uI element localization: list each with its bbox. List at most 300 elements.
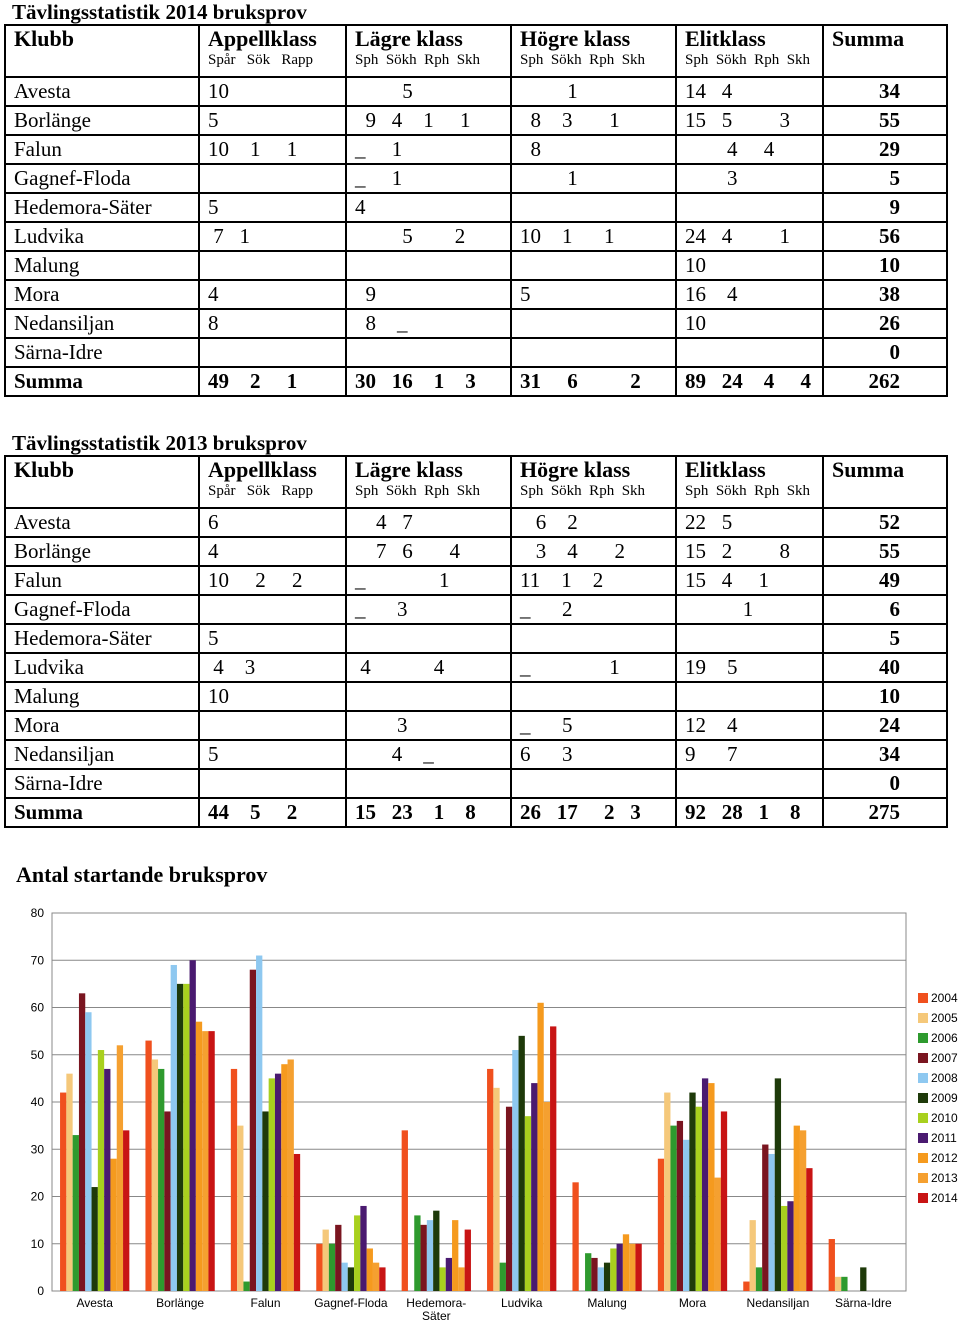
bar-2010 (269, 1078, 275, 1291)
club-name: Ludvika (5, 222, 199, 251)
bar-2012 (794, 1126, 800, 1291)
bar-2012 (196, 1022, 202, 1291)
club-name: Nedansiljan (5, 309, 199, 338)
bar-2006 (841, 1277, 847, 1291)
bar-2009 (262, 1111, 268, 1291)
hogre-klass-values (511, 193, 676, 222)
table-row (5, 251, 947, 280)
legend-label: 2010 (931, 1111, 958, 1125)
club-name: Särna-Idre (5, 769, 199, 798)
table-row (5, 280, 947, 309)
lagre-klass-values (346, 769, 511, 798)
bar-2006 (585, 1253, 591, 1291)
bar-2006 (414, 1215, 420, 1291)
bar-2009 (775, 1078, 781, 1291)
bar-2013 (202, 1031, 208, 1291)
club-name: Mora (5, 711, 199, 740)
bar-2004 (402, 1130, 408, 1291)
hogre-klass-values: 1 (511, 77, 676, 106)
row-sum: 52 (823, 508, 947, 537)
bar-2014 (379, 1267, 385, 1291)
title-2014: Tävlingsstatistik 2014 bruksprov (12, 0, 307, 24)
row-sum: 34 (823, 77, 947, 106)
elitklass-values: 10 (676, 309, 823, 338)
club-name: Hedemora-Säter (5, 624, 199, 653)
appellklass-values (199, 595, 346, 624)
hogre-klass-total: 26 17 2 3 (511, 798, 676, 827)
club-name: Avesta (5, 508, 199, 537)
hogre-klass-total: 31 6 2 (511, 367, 676, 396)
bar-2007 (250, 970, 256, 1291)
elitklass-total: 89 24 4 4 (676, 367, 823, 396)
club-name: Nedansiljan (5, 740, 199, 769)
lagre-klass-values (346, 682, 511, 711)
y-tick-label: 10 (30, 1236, 44, 1251)
lagre-klass-values: 4 4 (346, 653, 511, 682)
subheader-disciplines: Spår Sök Rapp (199, 52, 346, 77)
lagre-klass-values: 4 _ (346, 740, 511, 769)
bar-2013 (373, 1263, 379, 1291)
bar-2004 (231, 1069, 237, 1291)
elitklass-values: 19 5 (676, 653, 823, 682)
bar-2012 (110, 1159, 116, 1291)
bar-2007 (164, 1111, 170, 1291)
legend-label: 2008 (931, 1071, 958, 1085)
bar-2009 (433, 1211, 439, 1291)
row-sum: 34 (823, 740, 947, 769)
lagre-klass-values: _ 1 (346, 164, 511, 193)
x-tick-label: Nedansiljan (746, 1296, 810, 1310)
appellklass-values (199, 769, 346, 798)
lagre-klass-values (346, 338, 511, 367)
hogre-klass-values (511, 338, 676, 367)
bar-2004 (60, 1093, 66, 1291)
y-tick-label: 50 (30, 1047, 44, 1062)
elitklass-values: 1 (676, 595, 823, 624)
header-class: Appellklass (199, 456, 346, 483)
legend-label: 2009 (931, 1091, 958, 1105)
bar-2009 (92, 1187, 98, 1291)
header-class: Högre klass (511, 25, 676, 52)
lagre-klass-values: _ 1 (346, 566, 511, 595)
bar-2013 (715, 1178, 721, 1291)
bar-2008 (512, 1050, 518, 1291)
bar-2008 (341, 1263, 347, 1291)
appellklass-values: 10 2 2 (199, 566, 346, 595)
bar-2011 (104, 1069, 110, 1291)
legend-swatch (918, 1193, 928, 1203)
bar-2008 (768, 1154, 774, 1291)
elitklass-values: 10 (676, 251, 823, 280)
x-tick-label: Mora (678, 1296, 707, 1310)
table-row (5, 624, 947, 653)
bar-2008 (171, 965, 177, 1291)
club-name: Särna-Idre (5, 338, 199, 367)
bar-2007 (591, 1258, 597, 1291)
row-sum: 5 (823, 624, 947, 653)
bar-2004 (316, 1244, 322, 1291)
bar-2004 (658, 1159, 664, 1291)
bar-2009 (860, 1267, 866, 1291)
appellklass-values: 5 (199, 740, 346, 769)
bar-2011 (617, 1244, 623, 1291)
elitklass-values: 4 4 (676, 135, 823, 164)
subheader-blank (5, 52, 199, 77)
hogre-klass-values (511, 769, 676, 798)
table-row (5, 769, 947, 798)
bar-2011 (531, 1083, 537, 1291)
x-tick-label: Särna-Idre (834, 1296, 892, 1310)
x-tick-label: Borlänge (156, 1296, 205, 1310)
bar-2006 (73, 1135, 79, 1291)
bar-2005 (66, 1074, 72, 1291)
row-sum: 10 (823, 682, 947, 711)
grand-total: 262 (823, 367, 947, 396)
total-label: Summa (5, 367, 199, 396)
legend-swatch (918, 1153, 928, 1163)
legend-swatch (918, 1013, 928, 1023)
bar-2006 (670, 1126, 676, 1291)
bar-2011 (360, 1206, 366, 1291)
y-tick-label: 60 (30, 1000, 44, 1015)
legend-swatch (918, 1053, 928, 1063)
bar-2010 (183, 984, 189, 1291)
table-row (5, 106, 947, 135)
elitklass-values: 24 4 1 (676, 222, 823, 251)
row-sum: 5 (823, 164, 947, 193)
lagre-klass-values: 5 2 (346, 222, 511, 251)
table-row (5, 595, 947, 624)
bar-2012 (537, 1003, 543, 1291)
legend-swatch (918, 1113, 928, 1123)
bar-2009 (519, 1036, 525, 1291)
appellklass-values: 4 (199, 280, 346, 309)
appellklass-values: 5 (199, 193, 346, 222)
table-row (5, 537, 947, 566)
appellklass-values: 5 (199, 106, 346, 135)
bar-2007 (421, 1225, 427, 1291)
bar-2005 (323, 1230, 329, 1291)
table-row (5, 135, 947, 164)
lagre-klass-values: 4 7 (346, 508, 511, 537)
elitklass-values: 16 4 (676, 280, 823, 309)
bar-2011 (702, 1078, 708, 1291)
hogre-klass-values: 8 3 1 (511, 106, 676, 135)
club-name: Avesta (5, 77, 199, 106)
hogre-klass-values: _ 5 (511, 711, 676, 740)
elitklass-values: 12 4 (676, 711, 823, 740)
row-sum: 38 (823, 280, 947, 309)
table-row (5, 222, 947, 251)
bar-2011 (787, 1201, 793, 1291)
table-row (5, 77, 947, 106)
y-tick-label: 70 (30, 953, 44, 968)
bar-2014 (635, 1244, 641, 1291)
row-sum: 56 (823, 222, 947, 251)
appellklass-values: 7 1 (199, 222, 346, 251)
bar-2012 (367, 1248, 373, 1291)
elitklass-values: 15 2 8 (676, 537, 823, 566)
header-class: Elitklass (676, 25, 823, 52)
legend-label: 2013 (931, 1171, 958, 1185)
bar-2005 (493, 1088, 499, 1291)
title-2013: Tävlingsstatistik 2013 bruksprov (12, 431, 307, 455)
appellklass-total: 49 2 1 (199, 367, 346, 396)
y-tick-label: 40 (30, 1095, 44, 1109)
bar-2013 (800, 1130, 806, 1291)
bar-2004 (572, 1182, 578, 1291)
elitklass-values (676, 338, 823, 367)
subheader-disciplines: Sph Sökh Rph Skh (676, 483, 823, 508)
appellklass-values (199, 164, 346, 193)
legend-label: 2014 (931, 1191, 958, 1205)
appellklass-values (199, 338, 346, 367)
subheader-disciplines: Sph Sökh Rph Skh (346, 52, 511, 77)
subheader-disciplines: Sph Sökh Rph Skh (511, 483, 676, 508)
table-row (5, 566, 947, 595)
hogre-klass-values: 6 2 (511, 508, 676, 537)
legend-swatch (918, 1093, 928, 1103)
club-name: Gagnef-Floda (5, 595, 199, 624)
y-tick-label: 0 (37, 1284, 44, 1298)
x-tick-label: Malung (587, 1296, 627, 1310)
club-name: Borlänge (5, 106, 199, 135)
club-name: Malung (5, 682, 199, 711)
bar-2005 (835, 1277, 841, 1291)
bar-2008 (683, 1140, 689, 1291)
bar-chart (0, 895, 960, 1325)
subheader-blank (823, 52, 947, 77)
bar-2010 (696, 1107, 702, 1291)
table-row (5, 682, 947, 711)
elitklass-values (676, 193, 823, 222)
hogre-klass-values (511, 624, 676, 653)
bar-2004 (829, 1239, 835, 1291)
elitklass-values: 15 4 1 (676, 566, 823, 595)
header-class: Elitklass (676, 456, 823, 483)
bar-2004 (743, 1282, 749, 1291)
header-club: Klubb (5, 25, 199, 52)
header-class: Appellklass (199, 25, 346, 52)
bar-2006 (158, 1069, 164, 1291)
bar-2013 (117, 1045, 123, 1291)
row-sum: 26 (823, 309, 947, 338)
hogre-klass-values (511, 309, 676, 338)
hogre-klass-values: 3 4 2 (511, 537, 676, 566)
row-sum: 55 (823, 537, 947, 566)
row-sum: 0 (823, 769, 947, 798)
bar-2007 (677, 1121, 683, 1291)
bar-2009 (689, 1093, 695, 1291)
legend-swatch (918, 1033, 928, 1043)
hogre-klass-values: 6 3 (511, 740, 676, 769)
row-sum: 0 (823, 338, 947, 367)
row-sum: 6 (823, 595, 947, 624)
bar-2004 (487, 1069, 493, 1291)
bar-2013 (629, 1244, 635, 1291)
statistics-table-2013 (4, 455, 948, 828)
bar-2011 (190, 960, 196, 1291)
table-row (5, 653, 947, 682)
table-row (5, 338, 947, 367)
table-row (5, 193, 947, 222)
hogre-klass-values: 10 1 1 (511, 222, 676, 251)
legend-label: 2012 (931, 1151, 958, 1165)
elitklass-values (676, 624, 823, 653)
bar-2006 (756, 1267, 762, 1291)
bar-2006 (243, 1282, 249, 1291)
table-row (5, 164, 947, 193)
row-sum: 55 (823, 106, 947, 135)
hogre-klass-values: 8 (511, 135, 676, 164)
x-tick-label: Säter (421, 1309, 451, 1323)
hogre-klass-values (511, 682, 676, 711)
bar-2009 (348, 1267, 354, 1291)
bar-2012 (623, 1234, 629, 1291)
bar-2005 (664, 1093, 670, 1291)
lagre-klass-values: 7 6 4 (346, 537, 511, 566)
appellklass-values: 5 (199, 624, 346, 653)
bar-2006 (329, 1244, 335, 1291)
legend-label: 2006 (931, 1031, 958, 1045)
table-row (5, 711, 947, 740)
header-sum: Summa (823, 456, 947, 483)
subheader-disciplines: Spår Sök Rapp (199, 483, 346, 508)
bar-2012 (281, 1064, 287, 1291)
statistics-table-2014 (4, 24, 948, 397)
bar-2008 (427, 1220, 433, 1291)
total-row (5, 798, 947, 827)
bar-2012 (452, 1220, 458, 1291)
elitklass-values: 9 7 (676, 740, 823, 769)
bar-2008 (256, 956, 262, 1291)
appellklass-total: 44 5 2 (199, 798, 346, 827)
bar-2012 (708, 1083, 714, 1291)
elitklass-total: 92 28 1 8 (676, 798, 823, 827)
appellklass-values: 4 3 (199, 653, 346, 682)
club-name: Borlänge (5, 537, 199, 566)
bar-2014 (806, 1168, 812, 1291)
y-tick-label: 80 (30, 906, 44, 920)
bar-2009 (177, 984, 183, 1291)
lagre-klass-values: 4 (346, 193, 511, 222)
appellklass-values: 8 (199, 309, 346, 338)
grand-total: 275 (823, 798, 947, 827)
appellklass-values: 10 (199, 77, 346, 106)
bar-2010 (439, 1267, 445, 1291)
header-class: Högre klass (511, 456, 676, 483)
club-name: Malung (5, 251, 199, 280)
legend-label: 2004 (931, 991, 958, 1005)
bar-2005 (237, 1126, 243, 1291)
appellklass-values (199, 251, 346, 280)
row-sum: 24 (823, 711, 947, 740)
bar-2011 (446, 1258, 452, 1291)
lagre-klass-values: 5 (346, 77, 511, 106)
club-name: Mora (5, 280, 199, 309)
table-row (5, 740, 947, 769)
appellklass-values: 4 (199, 537, 346, 566)
subheader-disciplines: Sph Sökh Rph Skh (346, 483, 511, 508)
bar-2007 (762, 1145, 768, 1291)
legend-label: 2007 (931, 1051, 958, 1065)
appellklass-values: 6 (199, 508, 346, 537)
legend-label: 2005 (931, 1011, 958, 1025)
chart-title: Antal startande bruksprov (16, 862, 268, 887)
lagre-klass-values: _ 3 (346, 595, 511, 624)
x-tick-label: Avesta (76, 1296, 113, 1310)
row-sum: 29 (823, 135, 947, 164)
elitklass-values (676, 769, 823, 798)
bar-2006 (500, 1263, 506, 1291)
bar-2010 (354, 1215, 360, 1291)
bar-2010 (525, 1116, 531, 1291)
header-class: Lägre klass (346, 25, 511, 52)
lagre-klass-values: 9 4 1 1 (346, 106, 511, 135)
lagre-klass-values: 9 (346, 280, 511, 309)
bar-2014 (721, 1111, 727, 1291)
subheader-blank (5, 483, 199, 508)
bar-2005 (152, 1059, 158, 1291)
subheader-blank (823, 483, 947, 508)
table-row (5, 508, 947, 537)
hogre-klass-values (511, 251, 676, 280)
lagre-klass-values: 3 (346, 711, 511, 740)
club-name: Falun (5, 566, 199, 595)
legend-label: 2011 (931, 1131, 957, 1145)
legend-swatch (918, 993, 928, 1003)
club-name: Hedemora-Säter (5, 193, 199, 222)
row-sum: 40 (823, 653, 947, 682)
x-tick-label: Hedemora- (406, 1296, 467, 1310)
bar-2010 (98, 1050, 104, 1291)
bar-2014 (123, 1130, 129, 1291)
x-tick-label: Ludvika (501, 1296, 543, 1310)
total-row (5, 367, 947, 396)
bar-2013 (288, 1059, 294, 1291)
lagre-klass-values: 8 _ (346, 309, 511, 338)
bar-2013 (458, 1267, 464, 1291)
total-label: Summa (5, 798, 199, 827)
club-name: Ludvika (5, 653, 199, 682)
y-tick-label: 30 (30, 1142, 44, 1157)
legend-swatch (918, 1073, 928, 1083)
bar-2014 (208, 1031, 214, 1291)
club-name: Gagnef-Floda (5, 164, 199, 193)
bar-2004 (145, 1041, 151, 1291)
subheader-disciplines: Sph Sökh Rph Skh (511, 52, 676, 77)
appellklass-values: 10 1 1 (199, 135, 346, 164)
row-sum: 10 (823, 251, 947, 280)
elitklass-values: 22 5 (676, 508, 823, 537)
elitklass-values: 3 (676, 164, 823, 193)
row-sum: 49 (823, 566, 947, 595)
header-club: Klubb (5, 456, 199, 483)
header-class: Lägre klass (346, 456, 511, 483)
x-tick-label: Falun (250, 1296, 281, 1310)
row-sum: 9 (823, 193, 947, 222)
bar-2010 (781, 1206, 787, 1291)
bar-2010 (610, 1248, 616, 1291)
subheader-disciplines: Sph Sökh Rph Skh (676, 52, 823, 77)
elitklass-values: 15 5 3 (676, 106, 823, 135)
lagre-klass-values (346, 251, 511, 280)
hogre-klass-values: _ 1 (511, 653, 676, 682)
bar-2013 (544, 1102, 550, 1291)
header-sum: Summa (823, 25, 947, 52)
club-name: Falun (5, 135, 199, 164)
lagre-klass-values: _ 1 (346, 135, 511, 164)
